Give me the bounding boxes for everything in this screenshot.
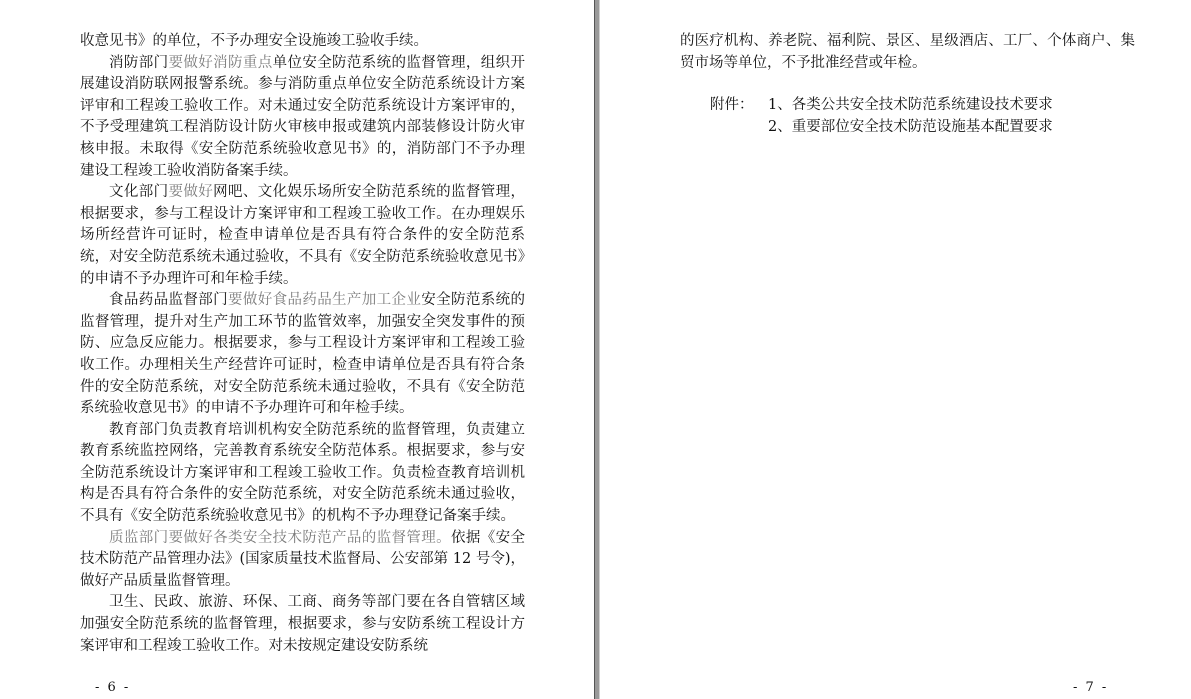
paragraph-continuation: 的医疗机构、养老院、福利院、景区、星级酒店、工厂、个体商户、集贸市场等单位，不予批准经营或年检。 <box>680 33 1135 71</box>
paragraph-other-departments: 卫生、民政、旅游、环保、工商、商务等部门要在各自管辖区域加强安全防范系统的监督管理，根据要求，参与安防系统工程设计方案评审和工程竣工验收工作。对未按规定建设安防系统 <box>80 594 525 654</box>
attachments-label: 附件： <box>710 97 754 114</box>
document-page-6 <box>0 0 594 699</box>
attachment-title: 1、各类公共安全技术防范系统建设技术要求 <box>768 97 1053 114</box>
page-number: - 7 - <box>1073 680 1109 695</box>
page-6-body <box>80 31 525 657</box>
attachment-item-1 <box>710 95 1135 117</box>
paragraph-education-department: 教育部门负责教育培训机构安全防范系统的监督管理，负责建立教育系统监控网络，完善教育系统安全防范体系。根据要求，参与安全防范系统设计方案评审和工程竣工验收工作。负责检查教育培训机构是否具有符合条件的安全防范系统，对安全防范系统未通过验收，不具有《安全防范系统验收意见书》的机构不予办理登记备案手续。 <box>80 421 525 525</box>
attachments-list <box>680 95 1135 138</box>
attachment-item-2 <box>710 117 1135 139</box>
paragraph-food-drug-department: 食品药品监督部门要做好食品药品生产加工企业安全防范系统的监督管理，提升对生产加工环节的监管效率，加强安全突发事件的预防、应急反应能力。根据要求，参与工程设计方案评审和工程竣工验收工作。办理相关生产经营许可证时，检查申请单位是否具有符合条件的安全防范系统，对安全防范系统未通过验收，不具有《安全防范系统验收意见书》的申请不予办理许可和年检手续。 <box>80 292 526 417</box>
attachment-title: 2、重要部位安全技术防范设施基本配置要求 <box>768 118 1053 135</box>
paragraph-culture-department: 文化部门要做好网吧、文化娱乐场所安全防范系统的监督管理，根据要求，参与工程设计方案评审和工程竣工验收工作。在办理娱乐场所经营许可证时，检查申请单位是否具有符合条件的安全防范系统，对安全防范系统未通过验收，不具有《安全防范系统验收意见书》的申请不予办理许可和年检手续。 <box>80 184 526 287</box>
paragraph-fire-department: 消防部门要做好消防重点单位安全防范系统的监督管理，组织开展建设消防联网报警系统。参与消防重点单位安全防范系统设计方案评审和工程竣工验收工作。对未通过安全防范系统设计方案评审的，不予受理建筑工程消防设计防火审核申报或建筑内部装修设计防火审核申报。未取得《安全防范系统验收意见书》的，消防部门不予办理建设工程竣工验收消防备案手续。 <box>80 54 526 179</box>
page-7-body <box>680 31 1135 138</box>
paragraph-continuation: 收意见书》的单位，不予办理安全设施竣工验收手续。 <box>80 33 428 49</box>
page-number: - 6 - <box>95 680 131 695</box>
document-page-7 <box>600 0 1191 699</box>
paragraph-quality-department: 质监部门要做好各类安全技术防范产品的监督管理。依据《安全技术防范产品管理办法》(国家质量技术监督局、公安部第 12 号令)，做好产品质量监督管理。 <box>80 529 526 589</box>
